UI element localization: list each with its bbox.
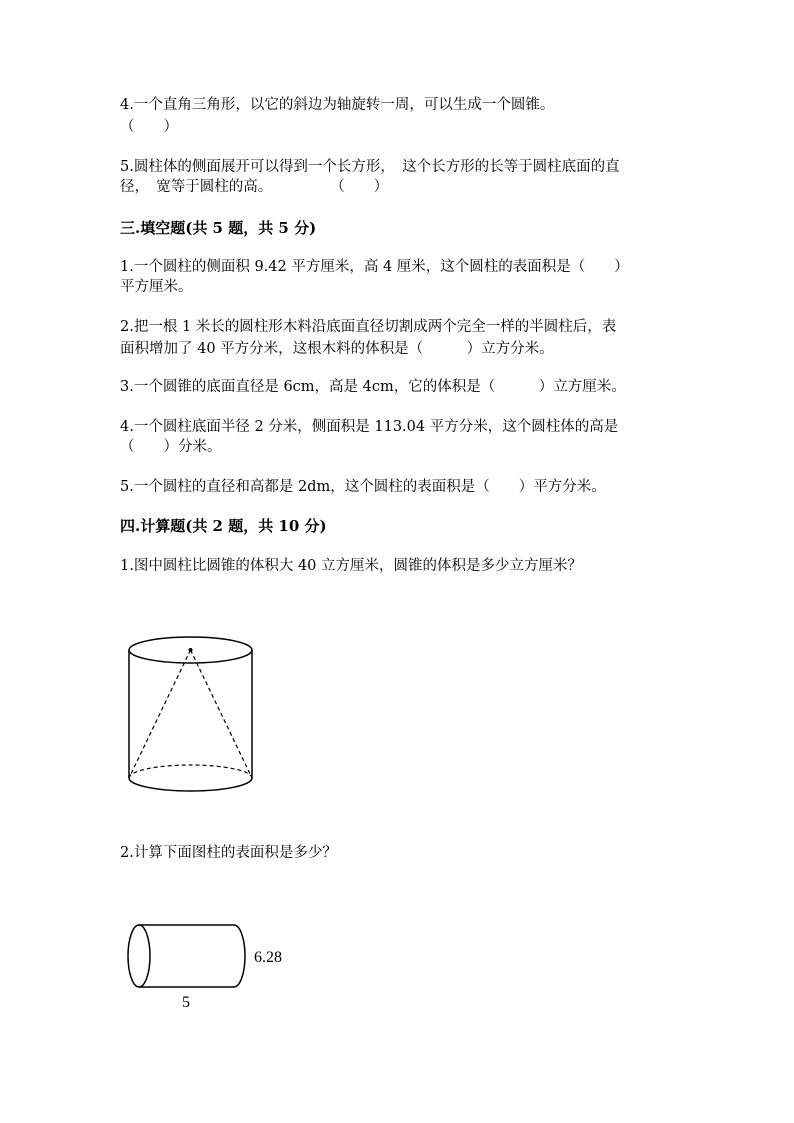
fill-q2-line1: 2.把一根 1 米长的圆柱形木料沿底面直径切割成两个完全一样的半圆柱后，表	[120, 319, 617, 335]
judge-q5-line2: 径， 宽等于圆柱的高。 （ ）	[120, 179, 389, 195]
fill-q4-line1: 4.一个圆柱底面半径 2 分米，侧面积是 113.04 平方分米，这个圆柱体的高是	[120, 419, 619, 435]
cone-right-edge	[191, 650, 253, 778]
calc-q2-line1: 2.计算下面图柱的表面积是多少？	[120, 845, 337, 861]
horizontal-cylinder-figure	[120, 918, 300, 1018]
judge-q5-line1: 5.圆柱体的侧面展开可以得到一个长方形， 这个长方形的长等于圆柱底面的直	[120, 159, 620, 175]
fill-q2-line2: 面积增加了 40 平方分米，这根木料的体积是（ ）立方分米。	[120, 341, 554, 357]
judge-q4-line2: （ ）	[120, 119, 178, 135]
height-label: 6.28	[254, 949, 282, 966]
cylinder-bottom-front-arc	[129, 778, 252, 791]
section3-title: 三.填空题(共 5 题，共 5 分)	[120, 219, 317, 237]
cylinder-bottom-back-arc	[129, 765, 252, 778]
fill-q4-line2: （ ）分米。	[120, 439, 222, 455]
fill-q5-line1: 5.一个圆柱的直径和高都是 2dm，这个圆柱的表面积是（ ）平方分米。	[120, 479, 606, 495]
judge-q4-line1: 4.一个直角三角形，以它的斜边为轴旋转一周，可以生成一个圆锥。	[120, 97, 555, 113]
section4-title: 四.计算题(共 2 题，共 10 分)	[120, 517, 327, 535]
length-label: 5	[182, 994, 190, 1011]
fill-q1-line1: 1.一个圆柱的侧面积 9.42 平方厘米，高 4 厘米，这个圆柱的表面积是（ ）	[120, 259, 629, 275]
cone-left-edge	[129, 650, 191, 778]
cone-apex-dot	[189, 648, 193, 652]
calc-q1-line1: 1.图中圆柱比圆锥的体积大 40 立方厘米，圆锥的体积是多少立方厘米？	[120, 558, 583, 574]
cylinder-right-end-arc	[234, 925, 245, 987]
fill-q1-line2: 平方厘米。	[120, 279, 193, 295]
fill-q3-line1: 3.一个圆锥的底面直径是 6cm，高是 4cm，它的体积是（ ）立方厘米。	[120, 379, 626, 395]
cylinder-cone-figure	[120, 628, 265, 803]
cylinder-left-end	[128, 925, 150, 987]
